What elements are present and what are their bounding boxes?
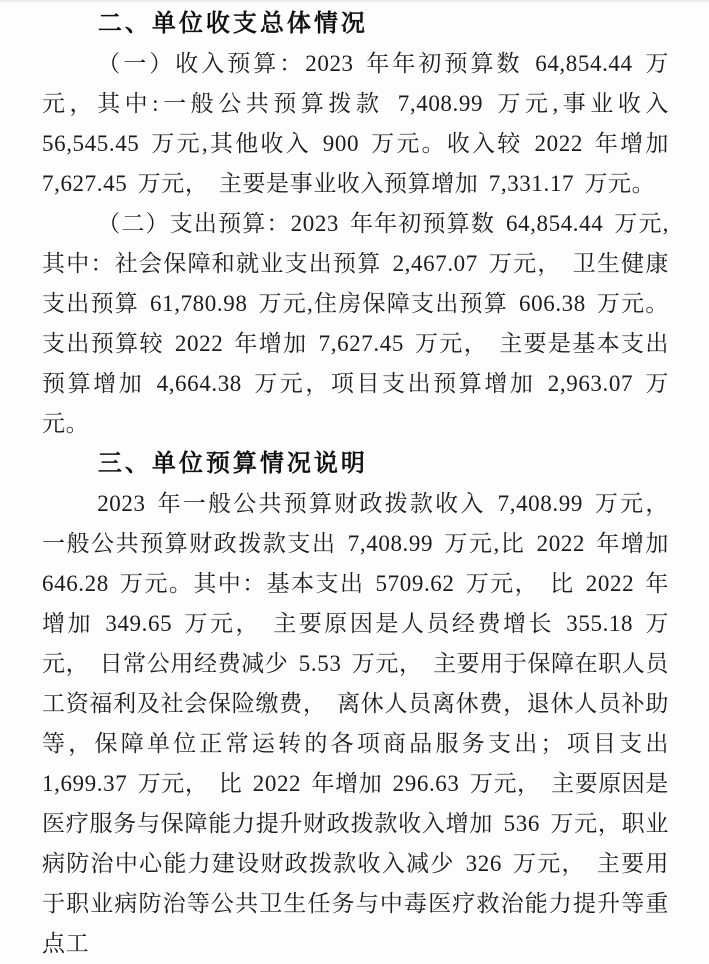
section-heading-revenue-expenditure-overview: 二、单位收支总体情况	[97, 10, 368, 37]
paragraph-income-budget: （一）收入预算：2023 年年初预算数 64,854.44 万元，其中:一般公共预算拨款 7,408.99 万元,事业收入 56,545.45 万元,其他收入 900 万元。收入较 2022 年增加 7,627.45 万元， 主要是事业收入预算增加 7,331.17 万元。	[42, 51, 669, 196]
paragraph-expenditure-budget: （二）支出预算：2023 年年初预算数 64,854.44 万元,其中：社会保障和就业支出预算 2,467.07 万元， 卫生健康支出预算 61,780.98 万元,住房保障支出预算 606.38 万元。支出预算较 2022 年增加 7,627.45 万元， 主要是基本支出预算增加 4,664.38 万元，项目支出预算增加 2,963.07 万元。	[42, 211, 669, 436]
paragraph-budget-explanation: 2023 年一般公共预算财政拨款收入 7,408.99 万元， 一般公共预算财政拨款支出 7,408.99 万元,比 2022 年增加 646.28 万元。其中：基本支出 5709.62 万元， 比 2022 年增加 349.65 万元， 主要原因是人员经费增长 355.18 万元， 日常公用经费减少 5.53 万元， 主要用于保障在职人员工资福利及社会保险缴费， 离休人员离休费，退休人员补助等，保障单位正常运转的各项商品服务支出；项目支出 1,699.37 万元， 比 2022 年增加 296.63 万元， 主要原因是医疗服务与保障能力提升财政拨款收入增加 536 万元，职业病防治中心能力建设财政拨款收入减少 326 万元， 主要用于职业病防治等公共卫生任务与中毒医疗救治能力提升等重点工	[42, 491, 669, 956]
section-heading-budget-situation-explanation: 三、单位预算情况说明	[97, 450, 368, 477]
